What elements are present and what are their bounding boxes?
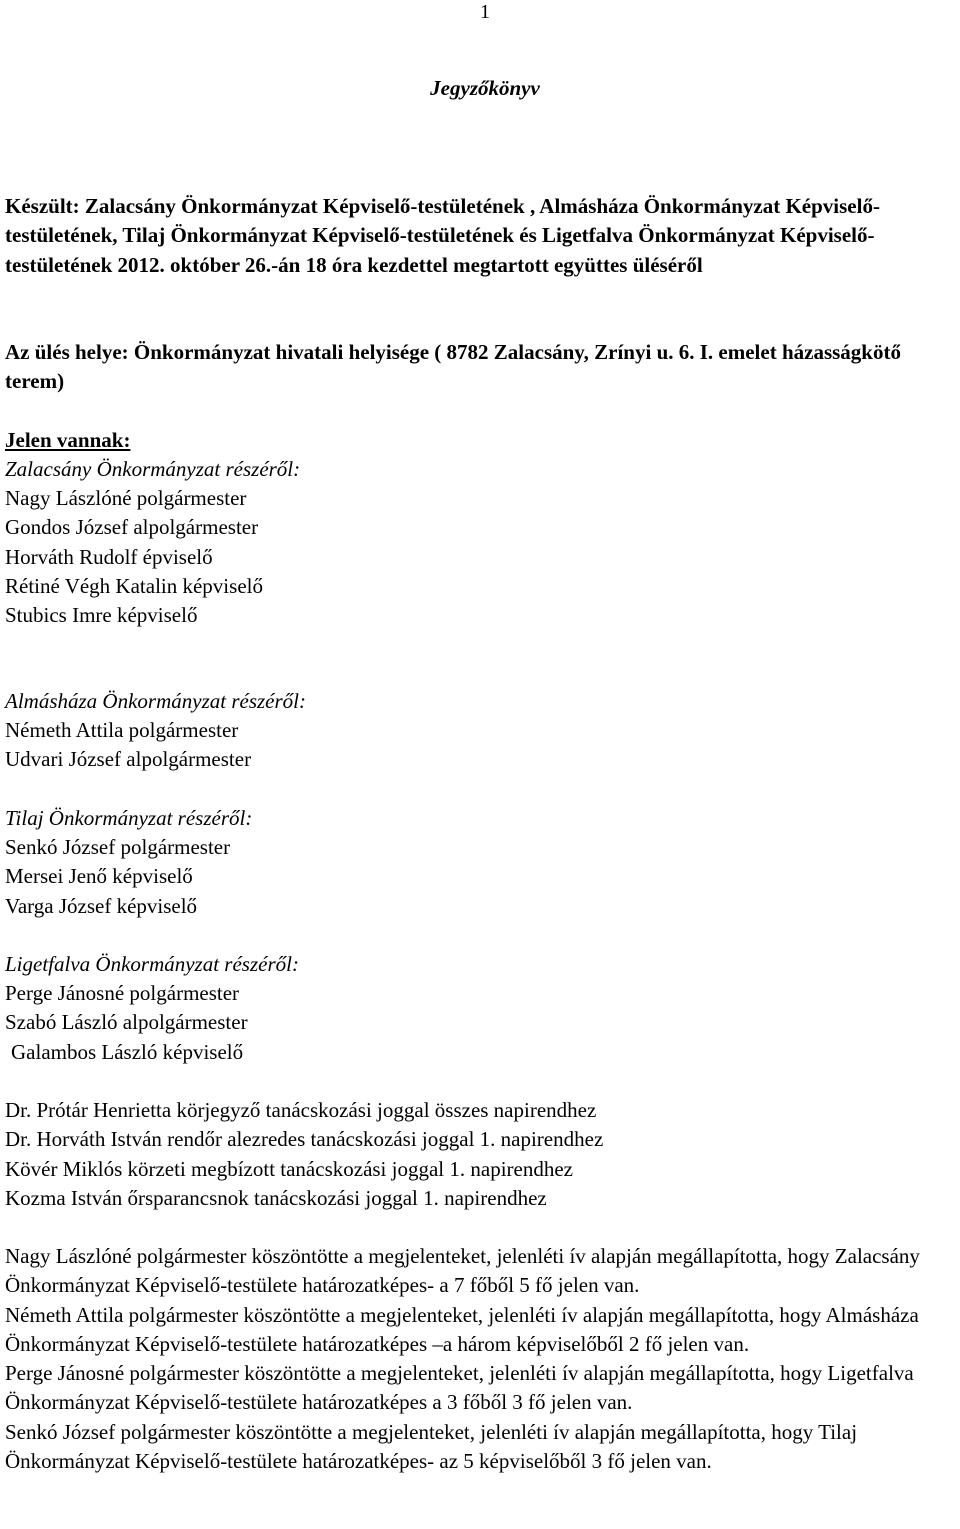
attendee: Németh Attila polgármester <box>5 718 239 743</box>
group-label: Almásháza Önkormányzat részéről: <box>5 689 306 713</box>
page-number: 1 <box>480 1 490 23</box>
meeting-place: Az ülés helye: Önkormányzat hivatali helyisége ( 8782 Zalacsány, Zrínyi u. 6. I. emelet házasságkötő terem) <box>5 340 901 394</box>
advisor: Kövér Miklós körzeti megbízott tanácskozási joggal 1. napirendhez <box>5 1156 573 1181</box>
quorum-paragraph: Senkó József polgármester köszöntötte a megjelenteket, jelenléti ív alapján megállapította, hogy Tilaj Önkormányzat Képviselő-testülete határozatképes- az 5 képviselőből 3 fő jelen van. <box>5 1419 858 1474</box>
attendee: Stubics Imre képviselő <box>5 603 198 628</box>
quorum-paragraph: Perge Jánosné polgármester köszöntötte a megjelenteket, jelenléti ív alapján megállapította, hogy Ligetfalva Önkormányzat Képviselő-testülete határozatképes a 3 főből 3 fő jelen van. <box>5 1361 914 1415</box>
group-label: Ligetfalva Önkormányzat részéről: <box>5 952 299 976</box>
document-title: Jegyzőkönyv <box>430 76 540 100</box>
attendee: Szabó László alpolgármester <box>5 1010 248 1035</box>
attendee-group-ligetfalva <box>5 950 299 1067</box>
quorum-paragraph: Nagy Lászlóné polgármester köszöntötte a megjelenteket, jelenléti ív alapján megállapította, hogy Zalacsány Önkormányzat Képviselő-testülete határozatképes- a 7 főből 5 fő jelen van. <box>5 1244 920 1298</box>
attendee: Horváth Rudolf épviselő <box>5 544 213 569</box>
attendee: Perge Jánosné polgármester <box>5 981 240 1006</box>
group-label: Tilaj Önkormányzat részéről: <box>5 806 253 830</box>
advisor: Dr. Horváth István rendőr alezredes tanácskozási joggal 1. napirendhez <box>5 1127 604 1152</box>
quorum-paragraph: Németh Attila polgármester köszöntötte a megjelenteket, jelenléti ív alapján megállapította, hogy Almásháza Önkormányzat Képviselő-testülete határozatképes –a három képviselőből 2 fő jelen van. <box>5 1302 919 1356</box>
attendee-group-almashaza <box>5 687 306 775</box>
attendee: Galambos László képviselő <box>11 1039 244 1064</box>
present-heading: Jelen vannak: <box>5 428 131 452</box>
group-label: Zalacsány Önkormányzat részéről: <box>5 457 301 481</box>
advisors-list <box>5 1096 603 1213</box>
attendee: Gondos József alpolgármester <box>5 515 259 540</box>
attendee: Rétiné Végh Katalin képviselő <box>5 573 263 598</box>
advisor: Kozma István őrsparancsnok tanácskozási joggal 1. napirendhez <box>5 1185 547 1210</box>
attendee-group-zalacsany <box>5 455 300 630</box>
attendee: Udvari József alpolgármester <box>5 747 252 772</box>
attendee-group-tilaj <box>5 804 252 921</box>
attendee: Mersei Jenő képviselő <box>5 864 193 889</box>
prepared-statement: Készült: Zalacsány Önkormányzat Képviselő-testületének , Almásháza Önkormányzat Képviselő-testületének, Tilaj Önkormányzat Képviselő-testületének és Ligetfalva Önkormányzat Képviselő-testületének 2012. október 26.-án 18 óra kezdettel megtartott együttes üléséről <box>5 194 880 277</box>
attendee: Senkó József polgármester <box>5 835 231 860</box>
attendee: Nagy Lászlóné polgármester <box>5 486 247 511</box>
advisor: Dr. Prótár Henrietta körjegyző tanácskozási joggal összes napirendhez <box>5 1098 597 1122</box>
quorum-statements <box>5 1242 960 1476</box>
attendee: Varga József képviselő <box>5 893 198 918</box>
